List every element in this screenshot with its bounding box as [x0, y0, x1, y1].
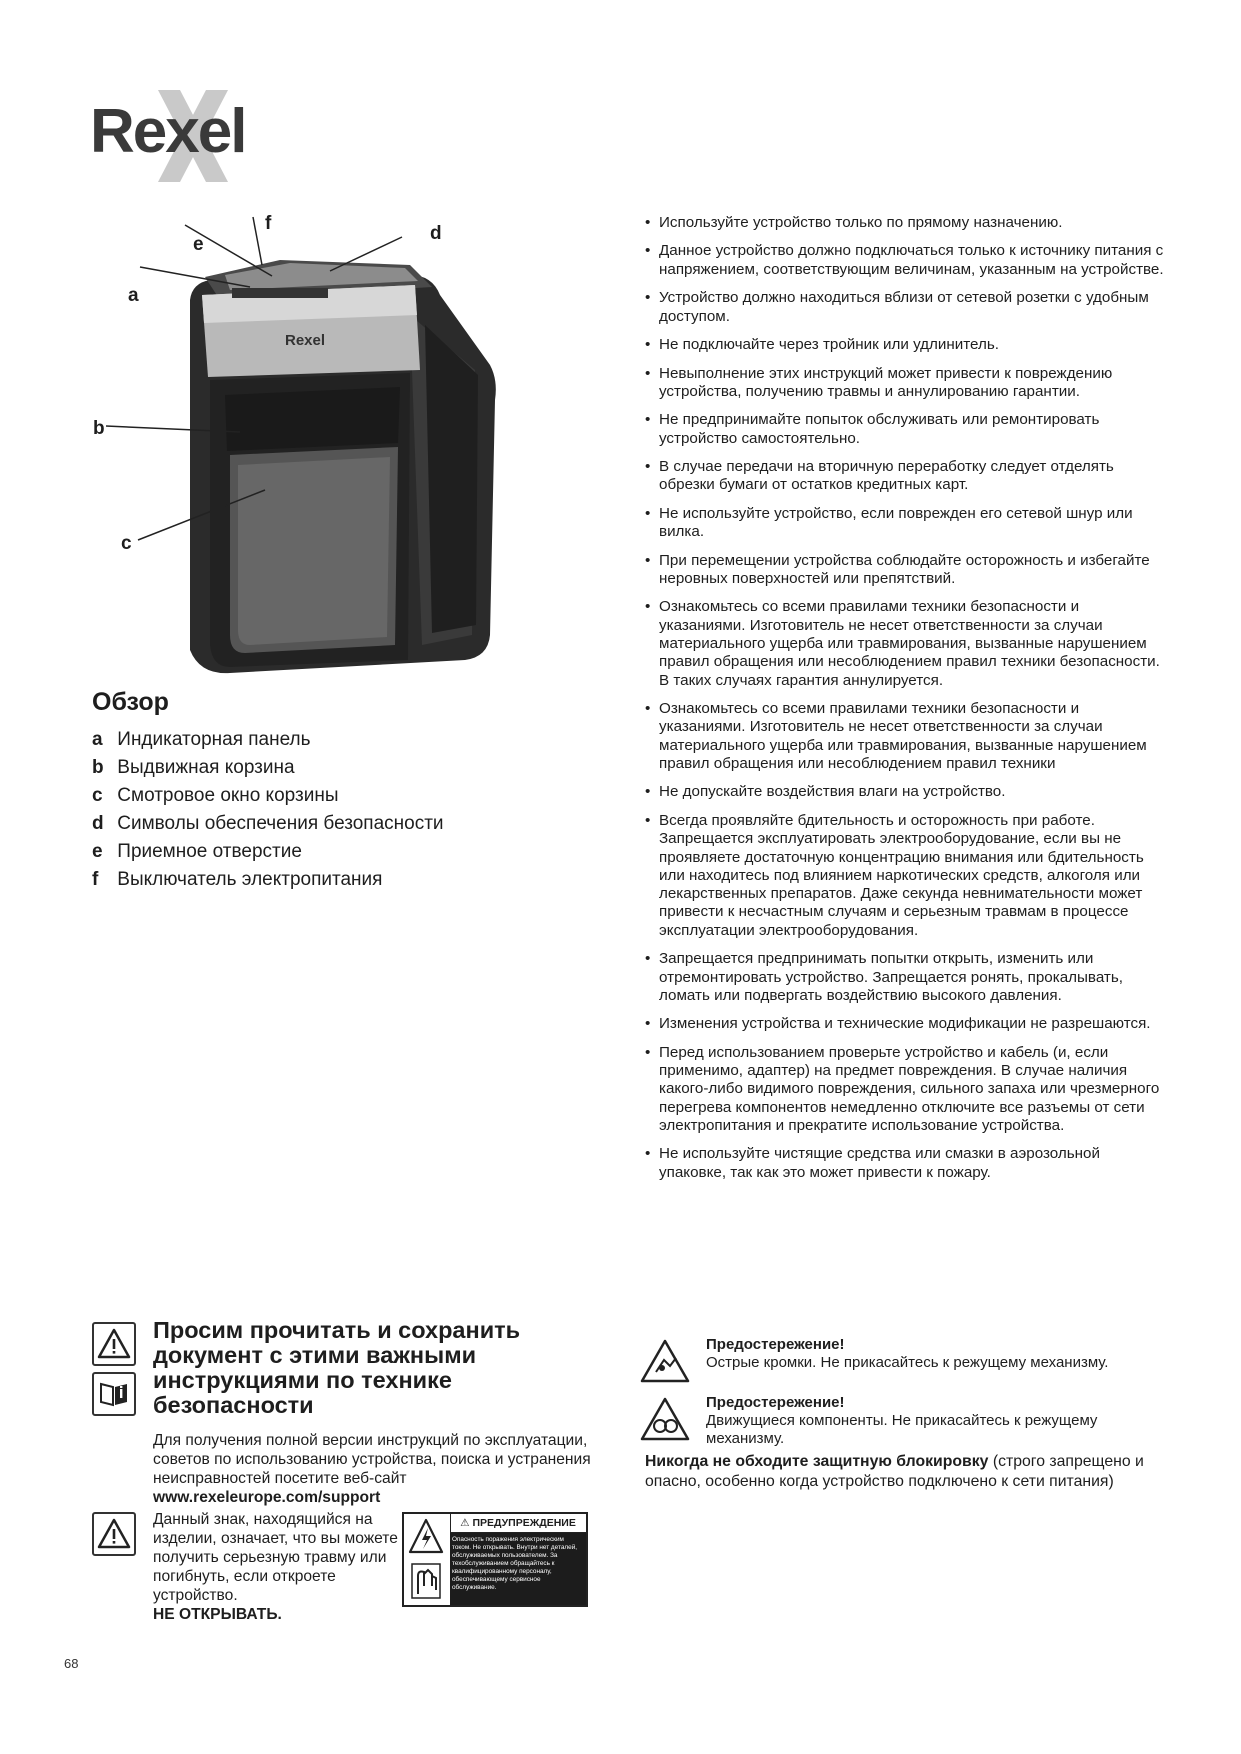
- caution-text: Острые кромки. Не прикасайтесь к режущему механизму.: [706, 1354, 1109, 1371]
- safety-item: • Не используйте устройство, если поврежден его сетевой шнур или вилка.: [645, 505, 1165, 542]
- read-notice-text: Для получения полной версии инструкций по эксплуатации, советов по использованию устройства, поиска и устранения неисправностей посетите веб-сайт: [153, 1432, 591, 1487]
- callout-c: c: [121, 533, 132, 554]
- brand-logo: [88, 86, 288, 186]
- safety-item: • При перемещении устройства соблюдайте осторожность и избегайте неровных поверхностей или препятствий.: [645, 552, 1165, 589]
- callout-e: e: [193, 234, 204, 255]
- warning-label-icons: [404, 1514, 451, 1605]
- safety-item: • Не подключайте через тройник или удлинитель.: [645, 336, 1165, 354]
- warning-triangle-icon: [92, 1322, 136, 1366]
- read-notice-body: [153, 1431, 593, 1507]
- overview-item: [92, 810, 444, 838]
- warning-label: [402, 1512, 588, 1607]
- safety-item: • Используйте устройство только по прямому назначению.: [645, 214, 1165, 232]
- safety-item: • В случае передачи на вторичную переработку следует отделять обрезки бумаги от остатков кредитных карт.: [645, 458, 1165, 495]
- sign-notice: [153, 1510, 403, 1624]
- overview-item: [92, 726, 444, 754]
- overview-label: Символы обеспечения безопасности: [117, 813, 444, 834]
- safety-instructions-list: [645, 214, 1165, 1192]
- safety-item: • Не допускайте воздействия влаги на устройство.: [645, 783, 1165, 801]
- product-logo: Rexel: [285, 332, 326, 349]
- moving-parts-warning-icon: [640, 1396, 690, 1442]
- warning-label-body: Опасность поражения электрическим током. Не открывать. Внутри нет деталей, обслуживаемых пользователем. За техобслуживанием обращайтесь к квалифицированному персоналу, обеспечивающему сервисное обслуживание.: [450, 1533, 586, 1605]
- shredder-illustration: [80, 205, 550, 675]
- overview-item: [92, 866, 444, 894]
- callout-b: b: [93, 418, 105, 439]
- caution-sharp-edges: [640, 1336, 1170, 1390]
- safety-item: • Всегда проявляйте бдительность и осторожность при работе. Запрещается эксплуатировать электрооборудование, если вы не проявляете достаточную концентрацию внимания или бдительность или находитесь под влиянием наркотических средств, алкоголя или лекарственных препаратов. Даже секунда невнимательности может привести к несчастным случаям и серьезным травмам в процессе эксплуатации электрооборудования.: [645, 812, 1165, 940]
- sharp-edges-warning-icon: [640, 1338, 690, 1384]
- overview-letter: a: [92, 729, 103, 750]
- overview-letter: b: [92, 757, 104, 778]
- do-not-open-text: НЕ ОТКРЫВАТЬ.: [153, 1606, 282, 1623]
- caution-title: Предостережение!: [706, 1394, 845, 1411]
- safety-item: • Устройство должно находиться вблизи от сетевой розетки с удобным доступом.: [645, 289, 1165, 326]
- warning-label-heading-text: ПРЕДУПРЕЖДЕНИЕ: [472, 1517, 576, 1529]
- safety-item: • Данное устройство должно подключаться только к источнику питания с напряжением, соответствующим величинам, указанным на устройстве.: [645, 242, 1165, 279]
- warning-label-heading: ⚠ ПРЕДУПРЕЖДЕНИЕ: [450, 1514, 586, 1533]
- safety-item: • Не используйте чистящие средства или смазки в аэрозольной упаковке, так как это может привести к пожару.: [645, 1145, 1165, 1182]
- interlock-bold: Никогда не обходите защитную блокировку: [645, 1453, 989, 1470]
- interlock-warning: [645, 1452, 1165, 1491]
- safety-item: • Запрещается предпринимать попытки открыть, изменить или отремонтировать устройство. Запрещается ронять, прокалывать, ломать или подвергать воздействию высокого давления.: [645, 950, 1165, 1005]
- warning-triangle-icon: [92, 1512, 136, 1556]
- overview-list: [92, 726, 444, 894]
- callout-f: f: [265, 213, 272, 234]
- overview-letter: e: [92, 841, 103, 862]
- callout-a: a: [128, 285, 139, 306]
- overview-item: [92, 838, 444, 866]
- interlock-rest: (строго запрещено и опасно, особенно когда устройство подключено к сети питания): [645, 1453, 1144, 1490]
- safety-item: • Ознакомьтесь со всеми правилами техники безопасности и указаниями. Изготовитель не несет ответственности за случаи материального ущерба или травмирования, вызванные нарушением правил обращения или несоблюдением правил техники безопасности. В таких случаях гарантия аннулируется.: [645, 598, 1165, 689]
- overview-label: Индикаторная панель: [117, 729, 311, 750]
- overview-label: Выключатель электропитания: [117, 869, 383, 890]
- overview-label: Смотровое окно корзины: [117, 785, 339, 806]
- electric-shock-icon: [404, 1514, 448, 1603]
- overview-item: [92, 754, 444, 782]
- safety-item: • Перед использованием проверьте устройство и кабель (и, если применимо, адаптер) на предмет повреждения. В случае наличия какого-либо видимого повреждения, сильного запаха или чрезмерного перегрева компонентов немедленно отключите все разъемы от сети электропитания и прекратите использование устройства.: [645, 1044, 1165, 1135]
- caution-text: Движущиеся компоненты. Не прикасайтесь к режущему механизму.: [706, 1412, 1098, 1447]
- read-notice-title: Просим прочитать и сохранить документ с этими важными инструкциями по технике безопасности: [153, 1317, 521, 1418]
- safety-item: • Ознакомьтесь со всеми правилами техники безопасности и указаниями. Изготовитель не несет ответственности за случаи материального ущерба или травмирования, вызванные нарушением правил обращения или несоблюдением правил техники: [645, 700, 1165, 773]
- read-manual-icon: [92, 1372, 136, 1416]
- overview-letter: d: [92, 813, 104, 834]
- safety-item: • Не предпринимайте попыток обслуживать или ремонтировать устройство самостоятельно.: [645, 411, 1165, 448]
- support-link[interactable]: www.rexeleurope.com/support: [153, 1489, 381, 1506]
- overview-item: [92, 782, 444, 810]
- safety-item: • Изменения устройства и технические модификации не разрешаются.: [645, 1015, 1165, 1033]
- overview-title: Обзор: [92, 688, 169, 716]
- shredder-drawing: [80, 205, 550, 675]
- safety-item: • Невыполнение этих инструкций может привести к повреждению устройства, получению травмы и аннулированию гарантии.: [645, 365, 1165, 402]
- logo-text: Rexel: [90, 97, 246, 166]
- page-number: 68: [64, 1656, 79, 1671]
- overview-letter: c: [92, 785, 103, 806]
- callout-d: d: [430, 223, 442, 244]
- caution-title: Предостережение!: [706, 1336, 845, 1353]
- overview-label: Приемное отверстие: [117, 841, 302, 862]
- overview-label: Выдвижная корзина: [117, 757, 295, 778]
- overview-letter: f: [92, 869, 99, 890]
- sign-notice-text: Данный знак, находящийся на изделии, означает, что вы можете получить серьезную травму или погибнуть, если откроете устройство.: [153, 1511, 398, 1604]
- caution-moving-parts: [640, 1394, 1170, 1448]
